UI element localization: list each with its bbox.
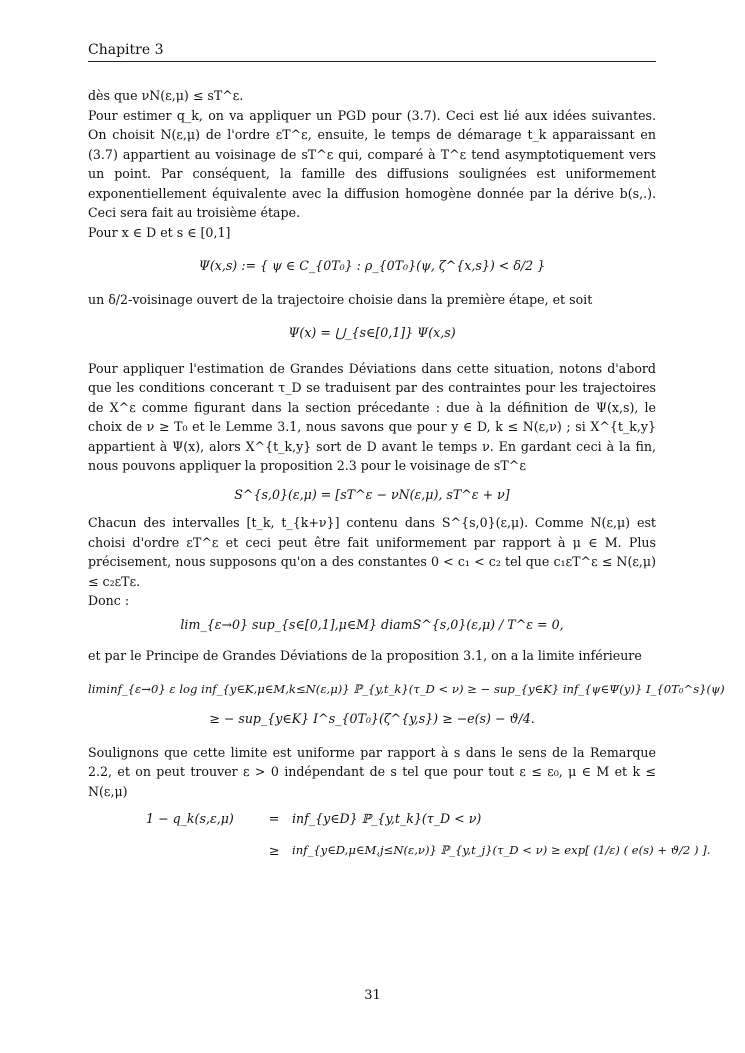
equation-s-interval: S^{s,0}(ε,μ) = [sT^ε − νN(ε,μ), sT^ε + ν] [234,486,510,502]
equation-q-geq-sign: ≥ [268,842,280,858]
equation-liminf-bound: ≥ − sup_{y∈K} I^s_{0T₀}(ζ^{y,s}) ≥ −e(s) − ϑ/4. [209,711,535,726]
equation-q-rhs-1: inf_{y∈D} ℙ_{y,t_k}(τ_D < ν) [292,811,482,826]
paragraph-3: Pour x ∈ D et s ∈ [0,1] [88,224,231,240]
body-text [88,86,725,860]
equation-q-eq-sign: = [268,811,280,826]
equation-q-bound [146,809,711,860]
equation-q-lhs-empty [146,841,256,861]
running-header: Chapitre 3 [88,42,164,58]
paragraph-8: et par le Principe de Grandes Déviations de la proposition 3.1, on a la limite inférieure [88,648,642,663]
equation-q-rhs-2: inf_{y∈D,μ∈M,j≤N(ε,ν)} ℙ_{y,t_j}(τ_D < ν) ≥ exp[ (1/ε) ( e(s) + ϑ/2 ) ]. [292,842,711,857]
equation-limit: lim_{ε→0} sup_{s∈[0,1],μ∈M} diamS^{s,0}(ε,μ) / T^ε = 0, [180,616,564,632]
equation-q-lhs: 1 − q_k(s,ε,μ) [146,811,234,826]
equation-psi-x: Ψ(x) = ⋃_{s∈[0,1]} Ψ(x,s) [288,325,456,340]
equation-psi-xs: Ψ(x,s) := { ψ ∈ C_{0T₀} : ρ_{0T₀}(ψ, ζ^{x,s}) < δ/2 } [198,258,546,273]
paragraph-7: Donc : [88,593,130,608]
paragraph-4: un δ/2-voisinage ouvert de la trajectoire choisie dans la première étape, et soit [88,291,593,307]
paragraph-1: dès que νN(ε,μ) ≤ sT^ε. [88,88,244,103]
paragraph-6: Chacun des intervalles [t_k, t_{k+ν}] contenu dans S^{s,0}(ε,μ). Comme N(ε,μ) est choisi d'ordre εT^ε et ceci peut être fait uniformement par rapport à μ ∈ M. Plus précisement, nous supposons qu'on a des constantes 0 < c₁ < c₂ tel que c₁εT^ε ≤ N(ε,μ) ≤ c₂εTε. [88,515,656,589]
equation-liminf: liminf_{ε→0} ε log inf_{y∈K,μ∈M,k≤N(ε,μ)} ℙ_{y,t_k}(τ_D < ν) ≥ − sup_{y∈K} inf_{ψ∈Ψ(y)} I_{0T₀^s}(ψ) [88,681,725,696]
paragraph-2: Pour estimer q_k, on va appliquer un PGD pour (3.7). Ceci est lié aux idées suivantes. On choisit N(ε,μ) de l'ordre εT^ε, ensuite, le temps de démarage t_k apparaissant en (3.7) appartient au voisinage de sT^ε qui, comparé à T^ε tend asymptotiquement vers un point. Par conséquent, la famille des diffusions soulignées est uniformement exponentiellement équivalente avec la diffusion homogène donnée par la dérive b(s,.). Ceci sera fait au troisième étape. [88,107,656,220]
page-number: 31 [364,988,381,1003]
header-rule [88,61,656,62]
paragraph-9: Soulignons que cette limite est uniforme par rapport à s dans le sens de la Remarque 2.2, et on peut trouver ε > 0 indépendant de s tel que pour tout ε ≤ ε₀, μ ∈ M et k ≤ N(ε,μ) [88,744,656,799]
paragraph-5: Pour appliquer l'estimation de Grandes Déviations dans cette situation, notons d'abord que les conditions concerant τ_D se traduisent par des contraintes pour les trajectoires de X^ε comme figurant dans la section précedante : due à la définition de Ψ(x,s), le choix de ν ≥ T₀ et le Lemme 3.1, nous savons que pour y ∈ D, k ≤ N(ε,ν) ; si X^{t_k,y} appartient à Ψ(x), alors X^{t_k,y} sort de D avant le temps ν. En gardant ceci à la fin, nous pouvons appliquer la proposition 2.3 pour le voisinage de sT^ε [88,360,656,473]
